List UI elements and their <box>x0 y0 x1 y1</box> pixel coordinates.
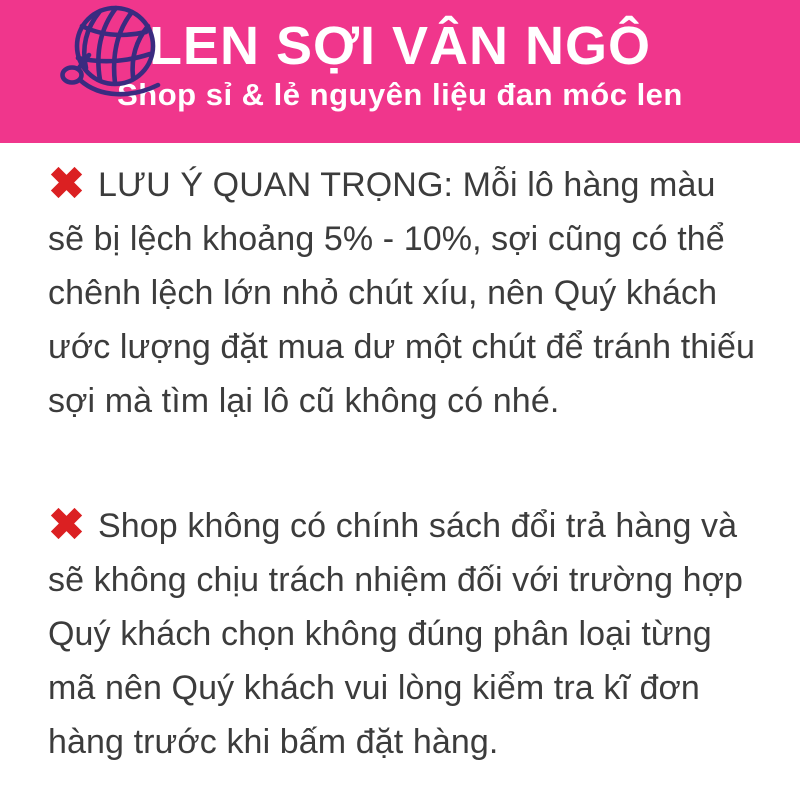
shop-title: LEN SỢI VÂN NGÔ <box>148 16 652 76</box>
cross-mark-icon <box>48 505 85 542</box>
shop-subtitle: Shop sỉ & lẻ nguyên liệu đan móc len <box>117 77 683 113</box>
notice-paragraph-1 <box>48 158 756 428</box>
notice-body <box>0 158 800 769</box>
shop-header <box>0 0 800 143</box>
notice-text-2: Shop không có chính sách đổi trả hàng và sẽ không chịu trách nhiệm đối với trường hợp Quý khách chọn không đúng phân loại từng mã nên Quý khách vui lòng kiểm tra kĩ đơn hàng trước khi bấm đặt hàng. <box>48 507 744 761</box>
yarn-ball-icon <box>58 2 164 106</box>
cross-mark-icon <box>48 164 85 201</box>
notice-paragraph-2 <box>48 499 756 769</box>
notice-text-1: LƯU Ý QUAN TRỌNG: Mỗi lô hàng màu sẽ bị lệch khoảng 5% - 10%, sợi cũng có thể chênh lệch lớn nhỏ chút xíu, nên Quý khách ước lượng đặt mua dư một chút để tránh thiếu sợi mà tìm lại lô cũ không có nhé. <box>48 166 755 420</box>
